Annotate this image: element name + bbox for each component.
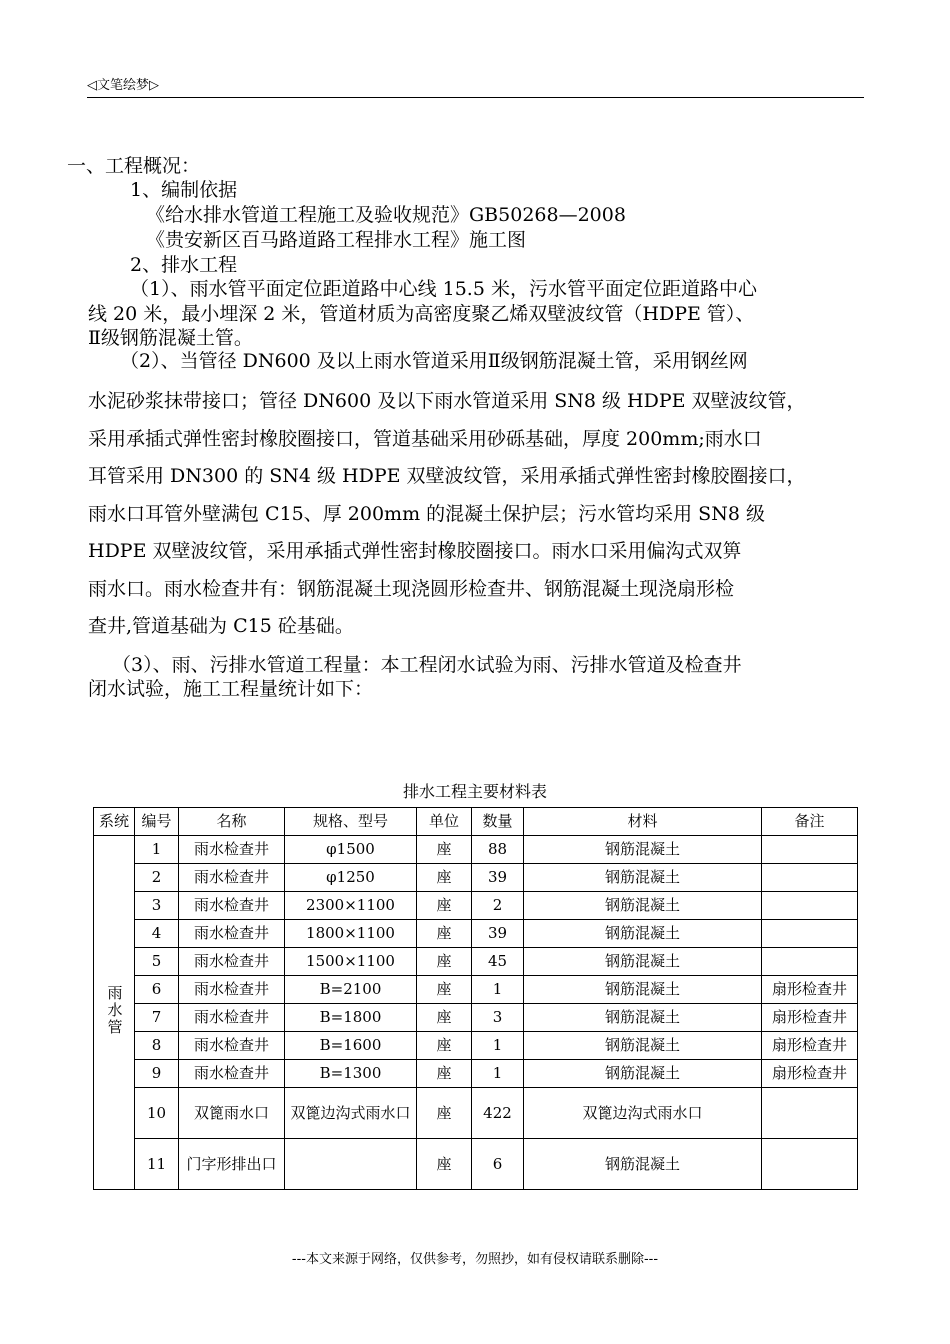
table-row: [94, 892, 858, 920]
table-cell: 钢筋混凝土: [524, 920, 762, 948]
table-cell: 钢筋混凝土: [524, 948, 762, 976]
table-cell: 9: [135, 1060, 179, 1088]
table-cell: 11: [135, 1139, 179, 1190]
page-footer: ---本文来源于网络，仅供参考，勿照抄，如有侵权请联系删除---: [291, 1252, 659, 1267]
table-caption: 排水工程主要材料表: [402, 782, 547, 801]
paragraph-2-line: 耳管采用 DN300 的 SN4 级 HDPE 双壁波纹管，采用承插式弹性密封橡胶圈接口，: [88, 465, 806, 487]
table-cell: 座: [417, 1088, 472, 1139]
table-cell: 雨水检查井: [179, 976, 285, 1004]
sub1-title: 1、编制依据: [130, 179, 238, 201]
table-cell: 雨水检查井: [179, 1004, 285, 1032]
table-cell: 88: [472, 836, 524, 864]
materials-table: [93, 807, 858, 1190]
system-label: 雨水管: [105, 984, 124, 1036]
table-cell: φ1500: [285, 836, 417, 864]
table-cell: 1500×1100: [285, 948, 417, 976]
table-cell: 座: [417, 864, 472, 892]
table-row: [94, 1139, 858, 1190]
table-cell: 8: [135, 1032, 179, 1060]
table-cell: 双篦边沟式雨水口: [285, 1088, 417, 1139]
header-cell: 名称: [179, 808, 285, 836]
table-cell: 雨水检查井: [179, 892, 285, 920]
table-cell: [762, 836, 858, 864]
header-cell: 编号: [135, 808, 179, 836]
table-cell: 钢筋混凝土: [524, 836, 762, 864]
table-cell: 钢筋混凝土: [524, 892, 762, 920]
header-cell: 单位: [417, 808, 472, 836]
table-cell: 7: [135, 1004, 179, 1032]
paragraph-2-line: 雨水口。雨水检查井有：钢筋混凝土现浇圆形检查井、钢筋混凝土现浇扇形检: [88, 578, 735, 600]
table-cell: 门字形排出口: [179, 1139, 285, 1190]
header-cell: 系统: [94, 808, 135, 836]
table-cell: 雨水检查井: [179, 1032, 285, 1060]
table-cell: 钢筋混凝土: [524, 976, 762, 1004]
table-row: [94, 1004, 858, 1032]
table-cell: 1: [472, 976, 524, 1004]
table-cell: 钢筋混凝土: [524, 1004, 762, 1032]
paragraph-2-line: 水泥砂浆抹带接口；管径 DN600 及以下雨水管道采用 SN8 级 HDPE 双壁波纹管，: [88, 390, 806, 412]
table-cell: 6: [472, 1139, 524, 1190]
table-cell: [762, 892, 858, 920]
table-cell: B=2100: [285, 976, 417, 1004]
table-cell: B=1800: [285, 1004, 417, 1032]
table-cell: [762, 1139, 858, 1190]
table-row: [94, 864, 858, 892]
table-cell: 雨水检查井: [179, 836, 285, 864]
table-cell: 钢筋混凝土: [524, 1139, 762, 1190]
table-cell: [762, 1088, 858, 1139]
paragraph-1-line: 线 20 米，最小埋深 2 米，管道材质为高密度聚乙烯双壁波纹管（HDPE 管）、: [88, 303, 755, 325]
table-cell: 39: [472, 864, 524, 892]
table-cell: 雨水检查井: [179, 1060, 285, 1088]
table-row: [94, 920, 858, 948]
table-cell: 座: [417, 892, 472, 920]
header-cell: 数量: [472, 808, 524, 836]
table-cell: [762, 948, 858, 976]
paragraph-2-line: HDPE 双壁波纹管，采用承插式弹性密封橡胶圈接口。雨水口采用偏沟式双箅: [88, 540, 742, 562]
table-cell: 4: [135, 920, 179, 948]
table-cell: 1: [135, 836, 179, 864]
table-cell: 422: [472, 1088, 524, 1139]
paragraph-2-line: 查井,管道基础为 C15 砼基础。: [88, 615, 354, 637]
table-cell: 双篦雨水口: [179, 1088, 285, 1139]
paragraph-1-line: Ⅱ级钢筋混凝土管。: [88, 327, 253, 349]
table-cell: 扇形检查井: [762, 1060, 858, 1088]
table-cell: 雨水检查井: [179, 948, 285, 976]
table-row: [94, 836, 858, 864]
table-cell: 6: [135, 976, 179, 1004]
table-cell: 10: [135, 1088, 179, 1139]
table-cell: 2: [472, 892, 524, 920]
table-cell: 座: [417, 920, 472, 948]
table-cell: 座: [417, 948, 472, 976]
table-cell: [762, 920, 858, 948]
reference-2: 《贵安新区百马路道路工程排水工程》施工图: [146, 229, 527, 251]
table-row: [94, 976, 858, 1004]
reference-1: 《给水排水管道工程施工及验收规范》GB50268—2008: [146, 204, 626, 226]
table-row: [94, 948, 858, 976]
header-divider: [87, 97, 864, 98]
paragraph-3-line: 闭水试验，施工工程量统计如下：: [88, 678, 374, 700]
table-cell: 扇形检查井: [762, 1004, 858, 1032]
table-cell: 45: [472, 948, 524, 976]
header-cell: 备注: [762, 808, 858, 836]
table-cell: 1: [472, 1060, 524, 1088]
table-header-row: [94, 808, 858, 836]
paragraph-2-line: 雨水口耳管外壁满包 C15、厚 200mm 的混凝土保护层；污水管均采用 SN8 级: [88, 503, 765, 525]
paragraph-1-line: （1）、雨水管平面定位距道路中心线 15.5 米，污水管平面定位距道路中心: [130, 278, 757, 300]
table-row: [94, 1032, 858, 1060]
table-cell: 雨水检查井: [179, 864, 285, 892]
sub2-title: 2、排水工程: [130, 254, 238, 276]
table-cell: 扇形检查井: [762, 976, 858, 1004]
table-row: [94, 1060, 858, 1088]
table-cell: 1: [472, 1032, 524, 1060]
table-cell: 座: [417, 836, 472, 864]
table-cell: 座: [417, 1032, 472, 1060]
table-cell: B=1300: [285, 1060, 417, 1088]
table-cell: 3: [472, 1004, 524, 1032]
paragraph-2-line: 采用承插式弹性密封橡胶圈接口，管道基础采用砂砾基础，厚度 200mm;雨水口: [88, 428, 762, 450]
table-cell: 5: [135, 948, 179, 976]
header-cell: 材料: [524, 808, 762, 836]
table-cell: 2300×1100: [285, 892, 417, 920]
table-cell: 1800×1100: [285, 920, 417, 948]
table-cell: 2: [135, 864, 179, 892]
table-cell: φ1250: [285, 864, 417, 892]
paragraph-2-line: （2）、当管径 DN600 及以上雨水管道采用Ⅱ级钢筋混凝土管，采用钢丝网: [120, 350, 748, 372]
table-cell: 座: [417, 1004, 472, 1032]
system-cell: [94, 836, 135, 1190]
table-row: [94, 1088, 858, 1139]
header-cell: 规格、型号: [285, 808, 417, 836]
table-cell: 座: [417, 1060, 472, 1088]
table-cell: 钢筋混凝土: [524, 864, 762, 892]
table-cell: 雨水检查井: [179, 920, 285, 948]
paragraph-3-line: （3）、雨、污排水管道工程量：本工程闭水试验为雨、污排水管道及检查井: [112, 654, 742, 676]
section-title: 一、工程概况：: [67, 155, 201, 177]
table-cell: 座: [417, 976, 472, 1004]
table-cell: B=1600: [285, 1032, 417, 1060]
table-cell: 39: [472, 920, 524, 948]
table-cell: 座: [417, 1139, 472, 1190]
table-cell: 3: [135, 892, 179, 920]
table-cell: 双篦边沟式雨水口: [524, 1088, 762, 1139]
table-cell: [762, 864, 858, 892]
page-header: ◁文笔绘梦▷: [87, 78, 159, 93]
table-cell: 钢筋混凝土: [524, 1032, 762, 1060]
table-cell: [285, 1139, 417, 1190]
table-cell: 钢筋混凝土: [524, 1060, 762, 1088]
table-cell: 扇形检查井: [762, 1032, 858, 1060]
